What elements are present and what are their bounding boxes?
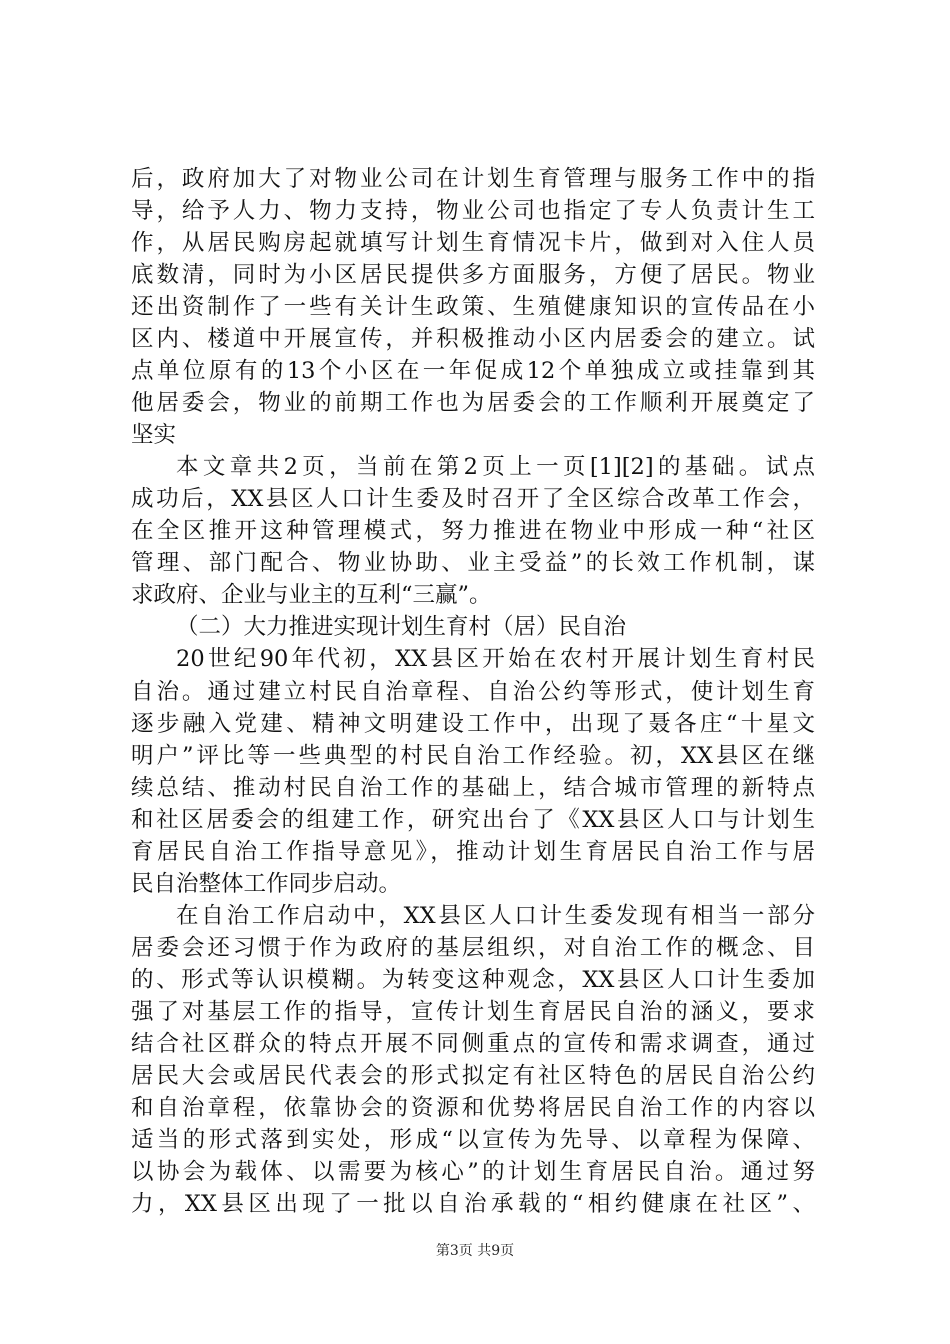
heading-text: （二）大力推进实现计划生育村（居）民自治: [176, 614, 627, 640]
text-line: 民自治整体工作同步启动。: [131, 871, 402, 897]
text-line: 的、形式等认识模糊。为转变这种观念，XX县区人口计生委加: [131, 967, 815, 993]
text-line: 居民大会或居民代表会的形式拟定有社区特色的居民自治公约: [131, 1063, 815, 1089]
text-line: 力，XX县区出现了一批以自治承载的“相约健康在社区”、: [131, 1191, 815, 1217]
text-line: 成功后，XX县区人口计生委及时召开了全区综合改革工作会，: [131, 486, 815, 512]
page-footer: [0, 1241, 950, 1261]
text-line: 居委会还习惯于作为政府的基层组织，对自治工作的概念、目: [131, 935, 815, 961]
text-line: 和自治章程，依靠协会的资源和优势将居民自治工作的内容以: [131, 1095, 815, 1121]
text-line: 结合社区群众的特点开展不同侧重点的宣传和需求调查，通过: [131, 1031, 815, 1057]
text-line: 育居民自治工作指导意见》，推动计划生育居民自治工作与居: [131, 839, 815, 865]
page-indicator: 第3页 共9页: [435, 1243, 515, 1259]
text-line: 管理、部门配合、物业协助、业主受益”的长效工作机制，谋: [131, 550, 815, 576]
text-line: 自治。通过建立村民自治章程、自治公约等形式，使计划生育: [131, 679, 815, 705]
text-line: 以协会为载体、以需要为核心”的计划生育居民自治。通过努: [131, 1159, 815, 1185]
text-line: 续总结、推动村民自治工作的基础上，结合城市管理的新特点: [131, 775, 815, 801]
text-line: 底数清，同时为小区居民提供多方面服务，方便了居民。物业: [131, 262, 815, 288]
text-line: 点单位原有的13个小区在一年促成12个单独成立或挂靠到其: [131, 358, 815, 384]
text-line: 本文章共2页，当前在第2页上一页[1][2]的基础。试点: [176, 454, 815, 480]
text-line: 在全区推开这种管理模式，努力推进在物业中形成一种“社区: [131, 518, 815, 544]
text-line: 他居委会，物业的前期工作也为居委会的工作顺利开展奠定了: [131, 390, 815, 416]
text-line: 还出资制作了一些有关计生政策、生殖健康知识的宣传品在小: [131, 294, 815, 320]
text-line: 后，政府加大了对物业公司在计划生育管理与服务工作中的指: [131, 166, 815, 192]
text-line: 强了对基层工作的指导，宣传计划生育居民自治的涵义，要求: [131, 999, 815, 1025]
text-line: 区内、楼道中开展宣传，并积极推动小区内居委会的建立。试: [131, 326, 815, 352]
text-line: 逐步融入党建、精神文明建设工作中，出现了聂各庄“十星文: [131, 711, 815, 737]
text-line: 求政府、企业与业主的互利“三赢”。: [131, 582, 492, 608]
text-line: 明户”评比等一些典型的村民自治工作经验。初，XX县区在继: [131, 743, 815, 769]
text-line: 在自治工作启动中，XX县区人口计生委发现有相当一部分: [176, 903, 815, 929]
text-line: 和社区居委会的组建工作，研究出台了《XX县区人口与计划生: [131, 807, 815, 833]
text-line: 适当的形式落到实处，形成“以宣传为先导、以章程为保障、: [131, 1127, 815, 1153]
text-line: 作，从居民购房起就填写计划生育情况卡片，做到对入住人员: [131, 230, 815, 256]
text-line: 20世纪90年代初，XX县区开始在农村开展计划生育村民: [176, 646, 815, 672]
text-line: 导，给予人力、物力支持，物业公司也指定了专人负责计生工: [131, 198, 815, 224]
text-line: 坚实: [131, 422, 177, 448]
